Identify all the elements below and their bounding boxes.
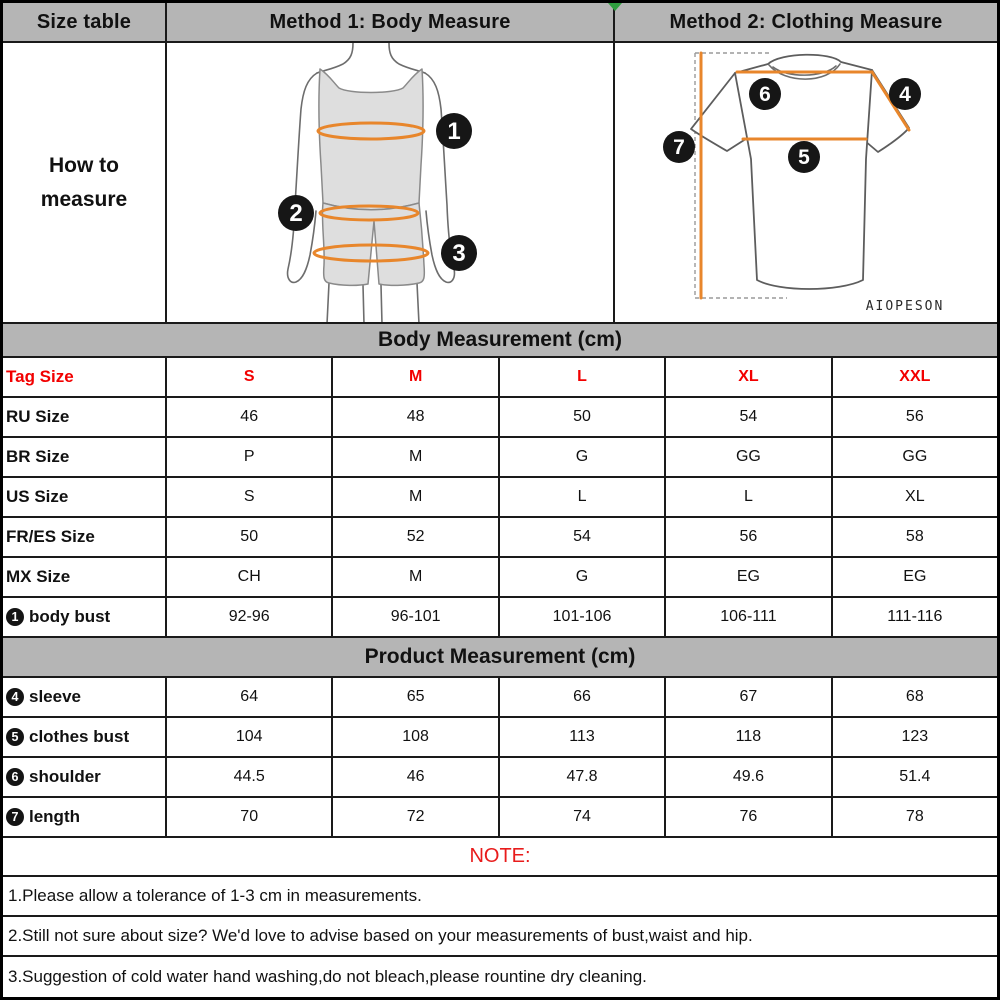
how-to-measure-row bbox=[3, 43, 997, 324]
svg-text:3: 3 bbox=[452, 240, 466, 267]
cell: 76 bbox=[666, 798, 832, 836]
row-label: 6 shoulder bbox=[3, 758, 167, 796]
cell: M bbox=[333, 478, 499, 516]
cell: L bbox=[500, 478, 666, 516]
cell: 52 bbox=[333, 518, 499, 556]
body-badge-1 bbox=[436, 113, 472, 149]
table-row-body-bust bbox=[3, 598, 997, 638]
table-row-mx-size bbox=[3, 558, 997, 598]
cell: 66 bbox=[500, 678, 666, 716]
cell: 58 bbox=[905, 528, 924, 545]
cell: 113 bbox=[500, 718, 666, 756]
table-row-br-size bbox=[3, 438, 997, 478]
cell: XL bbox=[905, 488, 925, 505]
shirt-badge-4 bbox=[889, 78, 921, 110]
cell: 48 bbox=[333, 398, 499, 436]
size-table-header: Size table bbox=[3, 3, 167, 41]
size-col-l: L bbox=[500, 358, 666, 396]
cell: M bbox=[333, 558, 499, 596]
table-row-ru-size bbox=[3, 398, 997, 438]
cell: 111-116 bbox=[887, 608, 943, 625]
cell: 118 bbox=[666, 718, 832, 756]
note-item-2: 2.Still not sure about size? We'd love to advise based on your measurements of bust,waist and hip. bbox=[3, 917, 997, 957]
circled-5-icon: 5 bbox=[6, 728, 24, 746]
how-to-measure-label bbox=[3, 43, 167, 322]
cell: 50 bbox=[167, 518, 333, 556]
body-badge-3 bbox=[441, 235, 477, 271]
cell: 56 bbox=[666, 518, 832, 556]
cell: GG bbox=[902, 448, 928, 465]
body-measurement-title: Body Measurement (cm) bbox=[3, 324, 997, 358]
cell: 46 bbox=[167, 398, 333, 436]
row-label: 1 body bust bbox=[3, 598, 167, 636]
shirt-badge-5 bbox=[788, 141, 820, 173]
brand-text: AIOPESON bbox=[865, 299, 945, 314]
cell: 47.8 bbox=[500, 758, 666, 796]
svg-text:5: 5 bbox=[798, 146, 810, 169]
svg-text:6: 6 bbox=[759, 83, 771, 106]
table-row-sleeve bbox=[3, 678, 997, 718]
cell: 78 bbox=[905, 808, 924, 825]
svg-text:7: 7 bbox=[673, 136, 685, 159]
how-to-line2: measure bbox=[40, 187, 128, 211]
row-label: US Size bbox=[3, 478, 167, 516]
table-row-clothes-bust bbox=[3, 718, 997, 758]
body-figure-svg bbox=[167, 43, 613, 322]
row-label: 7 length bbox=[3, 798, 167, 836]
size-col-xl: XL bbox=[666, 358, 832, 396]
table-row-length bbox=[3, 798, 997, 838]
shirt-figure-svg bbox=[615, 43, 995, 322]
circled-1-icon: 1 bbox=[6, 608, 24, 626]
size-col-xxl: XXL bbox=[899, 368, 931, 385]
cell: EG bbox=[903, 568, 927, 585]
cell: S bbox=[167, 478, 333, 516]
cell: 74 bbox=[500, 798, 666, 836]
cell: 49.6 bbox=[666, 758, 832, 796]
cell: 67 bbox=[666, 678, 832, 716]
circled-6-icon: 6 bbox=[6, 768, 24, 786]
method2-header: Method 2: Clothing Measure bbox=[669, 10, 943, 33]
cell: 54 bbox=[666, 398, 832, 436]
cell: 108 bbox=[333, 718, 499, 756]
row-label: MX Size bbox=[3, 558, 167, 596]
row-label: 5 clothes bust bbox=[3, 718, 167, 756]
tag-size-label: Tag Size bbox=[3, 358, 167, 396]
cell: 106-111 bbox=[666, 598, 832, 636]
tag-size-row bbox=[3, 358, 997, 398]
note-item-3: 3.Suggestion of cold water hand washing,do not bleach,please rountine dry cleaning. bbox=[8, 967, 647, 986]
row-label: RU Size bbox=[3, 398, 167, 436]
cell: 44.5 bbox=[167, 758, 333, 796]
product-measurement-title: Product Measurement (cm) bbox=[3, 638, 997, 678]
table-row-shoulder bbox=[3, 758, 997, 798]
svg-text:2: 2 bbox=[289, 200, 303, 227]
cell: CH bbox=[167, 558, 333, 596]
cell: P bbox=[167, 438, 333, 476]
cell: 50 bbox=[500, 398, 666, 436]
cell: 46 bbox=[333, 758, 499, 796]
cell: 72 bbox=[333, 798, 499, 836]
cell: 104 bbox=[167, 718, 333, 756]
cell: G bbox=[500, 438, 666, 476]
cell: 123 bbox=[901, 728, 929, 745]
table-row-fres-size bbox=[3, 518, 997, 558]
body-measure-illustration bbox=[167, 43, 615, 322]
cell: 56 bbox=[905, 408, 924, 425]
cell: 101-106 bbox=[500, 598, 666, 636]
shirt-badge-7 bbox=[663, 131, 695, 163]
body-badge-2 bbox=[278, 195, 314, 231]
cell: 51.4 bbox=[899, 768, 931, 785]
table-row-us-size bbox=[3, 478, 997, 518]
cell: 70 bbox=[167, 798, 333, 836]
title-row bbox=[3, 3, 997, 43]
note-title: NOTE: bbox=[3, 838, 997, 877]
cell: L bbox=[666, 478, 832, 516]
how-to-line1: How to bbox=[49, 153, 119, 177]
clothing-measure-illustration bbox=[615, 43, 997, 322]
size-col-s: S bbox=[167, 358, 333, 396]
note-item-1: 1.Please allow a tolerance of 1-3 cm in measurements. bbox=[3, 877, 997, 917]
cell: 54 bbox=[500, 518, 666, 556]
shirt-badge-6 bbox=[749, 78, 781, 110]
circled-4-icon: 4 bbox=[6, 688, 24, 706]
row-label: 4 sleeve bbox=[3, 678, 167, 716]
cell: M bbox=[333, 438, 499, 476]
size-col-m: M bbox=[333, 358, 499, 396]
circled-7-icon: 7 bbox=[6, 808, 24, 826]
green-corner-marker bbox=[608, 3, 622, 11]
cell: 65 bbox=[333, 678, 499, 716]
cell: EG bbox=[666, 558, 832, 596]
method1-header: Method 1: Body Measure bbox=[167, 3, 615, 41]
row-label: BR Size bbox=[3, 438, 167, 476]
svg-text:4: 4 bbox=[899, 83, 911, 106]
cell: 68 bbox=[905, 688, 924, 705]
cell: GG bbox=[666, 438, 832, 476]
row-label: FR/ES Size bbox=[3, 518, 167, 556]
cell: 92-96 bbox=[167, 598, 333, 636]
cell: 64 bbox=[167, 678, 333, 716]
svg-text:1: 1 bbox=[447, 118, 461, 145]
cell: G bbox=[500, 558, 666, 596]
cell: 96-101 bbox=[333, 598, 499, 636]
